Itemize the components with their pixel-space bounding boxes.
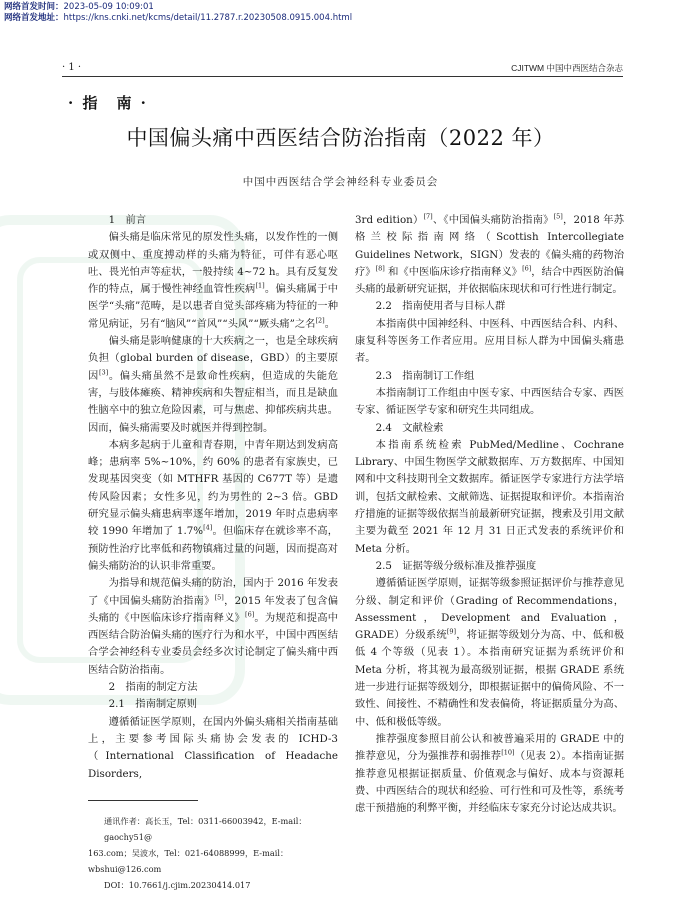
heading-2-1: 2.1 指南制定原则: [108, 698, 198, 711]
heading-2-2: 2.2 指南使用者与目标人群: [375, 300, 506, 313]
citation-ref[interactable]: [8]: [375, 264, 385, 273]
paragraph: 本指南供中国神经科、中医科、中西医结合科、内科、康复科等医务工作者应用。应用目标人群为中国偏头痛患者。: [355, 317, 624, 365]
page-number: · 1 ·: [62, 62, 82, 73]
first-publish-time: 2023-05-09 10:09:01: [63, 2, 154, 12]
paragraph: 偏头痛是临床常见的原发性头痛，以发作性的一侧或双侧中、重度搏动样的头痛为特征，可伴有恶心呕吐、畏光怕声等症状，一般持续 4~72 h。具有反复发作的特点，属于慢性神经血管性疾病[1]。偏头痛属于中医学“头痛”范畴，是以患者自觉头部疼痛为特征的一种常见病证，另有“脑风”“首风”“头风”“厥头痛”之名[2]。: [88, 231, 338, 330]
corresponding-author: 通讯作者：高长玉，Tel：0311-66003942，E-mail：gaochy51@: [104, 816, 307, 842]
first-publish-url-link[interactable]: https://kns.cnki.net/kcms/detail/11.2787.r.20230508.0915.004.html: [63, 13, 353, 23]
paragraph: 推荐强度参照目前公认和被普遍采用的 GRADE 中的推荐意见，分为强推荐和弱推荐[10]（见表 2）。本指南证据推荐意见根据证据质量、价值观念与偏好、成本与资源耗费、中西医结合的现状和经验、可行性和可及性等，系统考虑干预措施的利弊平衡，并经临床专家充分讨论达成共识。: [355, 732, 624, 815]
citation-ref[interactable]: [6]: [522, 264, 532, 273]
citation-ref[interactable]: [2]: [315, 316, 325, 325]
citation-ref[interactable]: [7]: [423, 212, 433, 221]
paragraph: 偏头痛是影响健康的十大疾病之一，也是全球疾病负担（global burden of disease，GBD）的主要原因[3]。偏头痛虽然不是致命性疾病，但造成的失能危害，与肢体瘫痪、精神疾病和失智症相当，而且是缺血性脑卒中的独立危险因素，可与焦虑、抑郁疾病共患。因而，偏头痛需要及时就医并得到控制。: [88, 335, 339, 434]
citation-ref[interactable]: [3]: [98, 368, 109, 377]
paragraph: 为指导和规范偏头痛的防治，国内于 2016 年发表了《中国偏头痛防治指南》[5]，2015 年发表了包含偏头痛的《中医临床诊疗指南释义》[6]。为规范和提高中西医结合防治偏头痛的医疗行为和水平，中国中西医结合学会神经科专业委员会经多次讨论制定了偏头痛中西医结合防治指南。: [88, 577, 338, 676]
heading-2-3: 2.3 指南制订工作组: [375, 369, 475, 382]
citation-ref[interactable]: [9]: [446, 627, 457, 636]
paragraph: 遵循循证医学原则，在国内外偏头痛相关指南基础上，主要参考国际头痛协会发表的 ICHD-3（International Classification of Headache Disorders,: [88, 715, 338, 780]
footnotes: [88, 813, 338, 893]
right-column: [355, 212, 624, 817]
corresponding-author-cont: 163.com；吴波水，Tel：021-64088999，E-mail：wbshui@126.com: [88, 848, 289, 874]
citation-ref[interactable]: [5]: [214, 593, 224, 602]
citation-ref[interactable]: [6]: [245, 610, 255, 619]
paragraph: 本指南系统检索 PubMed/Medline、Cochrane Library、中国生物医学文献数据库、万方数据库、中国知网和中文科技期刊全文数据库。循证医学专家进行方法学培训，包括文献检索、文献筛选、证据提取和评价。本指南治疗措施的证据等级依据当前最新研究证据，搜索及引用文献主要为截至 2021 年 12 月 31 日正式发表的系统评价和 Meta 分析。: [355, 438, 624, 555]
section-tag: · 指 南 ·: [68, 94, 148, 112]
citation-ref[interactable]: [10]: [501, 748, 515, 757]
article-title: 中国偏头痛中西医结合防治指南（2022 年）: [126, 126, 555, 150]
paragraph: 3rd edition）[7]、《中国偏头痛防治指南》[5]，2018 年苏格兰校际指南网络（Scottish Intercollegiate Guidelines Network，SIGN）发表的《偏头痛的药物治疗》[8] 和《中医临床诊疗指南释义》[6]，结合中西医防治偏头痛的最新研究证据，并依据临床现状和可行性进行制定。: [355, 212, 625, 296]
journal-name: CJITWM 中国中西医结合杂志: [511, 63, 623, 73]
heading-1: 1 前言: [108, 214, 147, 226]
citation-ref[interactable]: [4]: [203, 523, 213, 532]
article-author: 中国中西医结合学会神经科专业委员会: [242, 176, 439, 188]
paragraph: 本指南制订工作组由中医专家、中西医结合专家、西医专家、循证医学专家和研究生共同组成。: [355, 386, 624, 417]
citation-ref[interactable]: [5]: [553, 212, 563, 221]
citation-ref[interactable]: [1]: [255, 281, 265, 290]
heading-2: 2 指南的制定方法: [108, 681, 198, 694]
footnote-divider: [88, 800, 198, 801]
heading-2-4: 2.4 文献检索: [375, 421, 444, 434]
paragraph: 遵循循证医学原则，证据等级参照证据评价与推荐意见分级、制定和评价（Grading of Recommendations，Assessment，Development and Evaluation，GRADE）分级系统[9]，将证据等级划分为高、中、低和极低 4 个等级（见表 1）。本指南研究证据为系统评价和 Meta 分析，将其视为最高级别证据，根据 GRADE 系统进一步进行证据等级划分，即根据证据中的偏倚风险、不一致性、间接性、不精确性和发表偏倚，将证据质量分为高、中、低和极低等级。: [355, 577, 625, 728]
publication-info: [4, 2, 352, 24]
first-publish-time-label: 网络首发时间：: [4, 2, 64, 12]
doi: DOI：10.7661/j.cjim.20230414.017: [104, 880, 251, 890]
left-column: [88, 212, 338, 783]
heading-2-5: 2.5 证据等级分级标准及推荐强度: [375, 559, 537, 572]
paragraph: 本病多起病于儿童和青春期，中青年期达到发病高峰；患病率 5%~10%，约 60% 的患者有家族史，已发现基因突变（如 MTHFR 基因的 C677T 等）是遗传风险因素；女性多见，约为男性的 2~3 倍。GBD 研究显示偏头痛患病率逐年增加，2019 年时点患病率较 1990 年增加了 1.7%[4]。但临床存在就诊率不高，预防性治疗比率低和药物镇痛过量的问题，因而提高对偏头痛防治的认识非常重要。: [88, 438, 339, 572]
first-publish-url-label: 网络首发地址：: [4, 13, 64, 23]
header-divider: [62, 76, 623, 77]
